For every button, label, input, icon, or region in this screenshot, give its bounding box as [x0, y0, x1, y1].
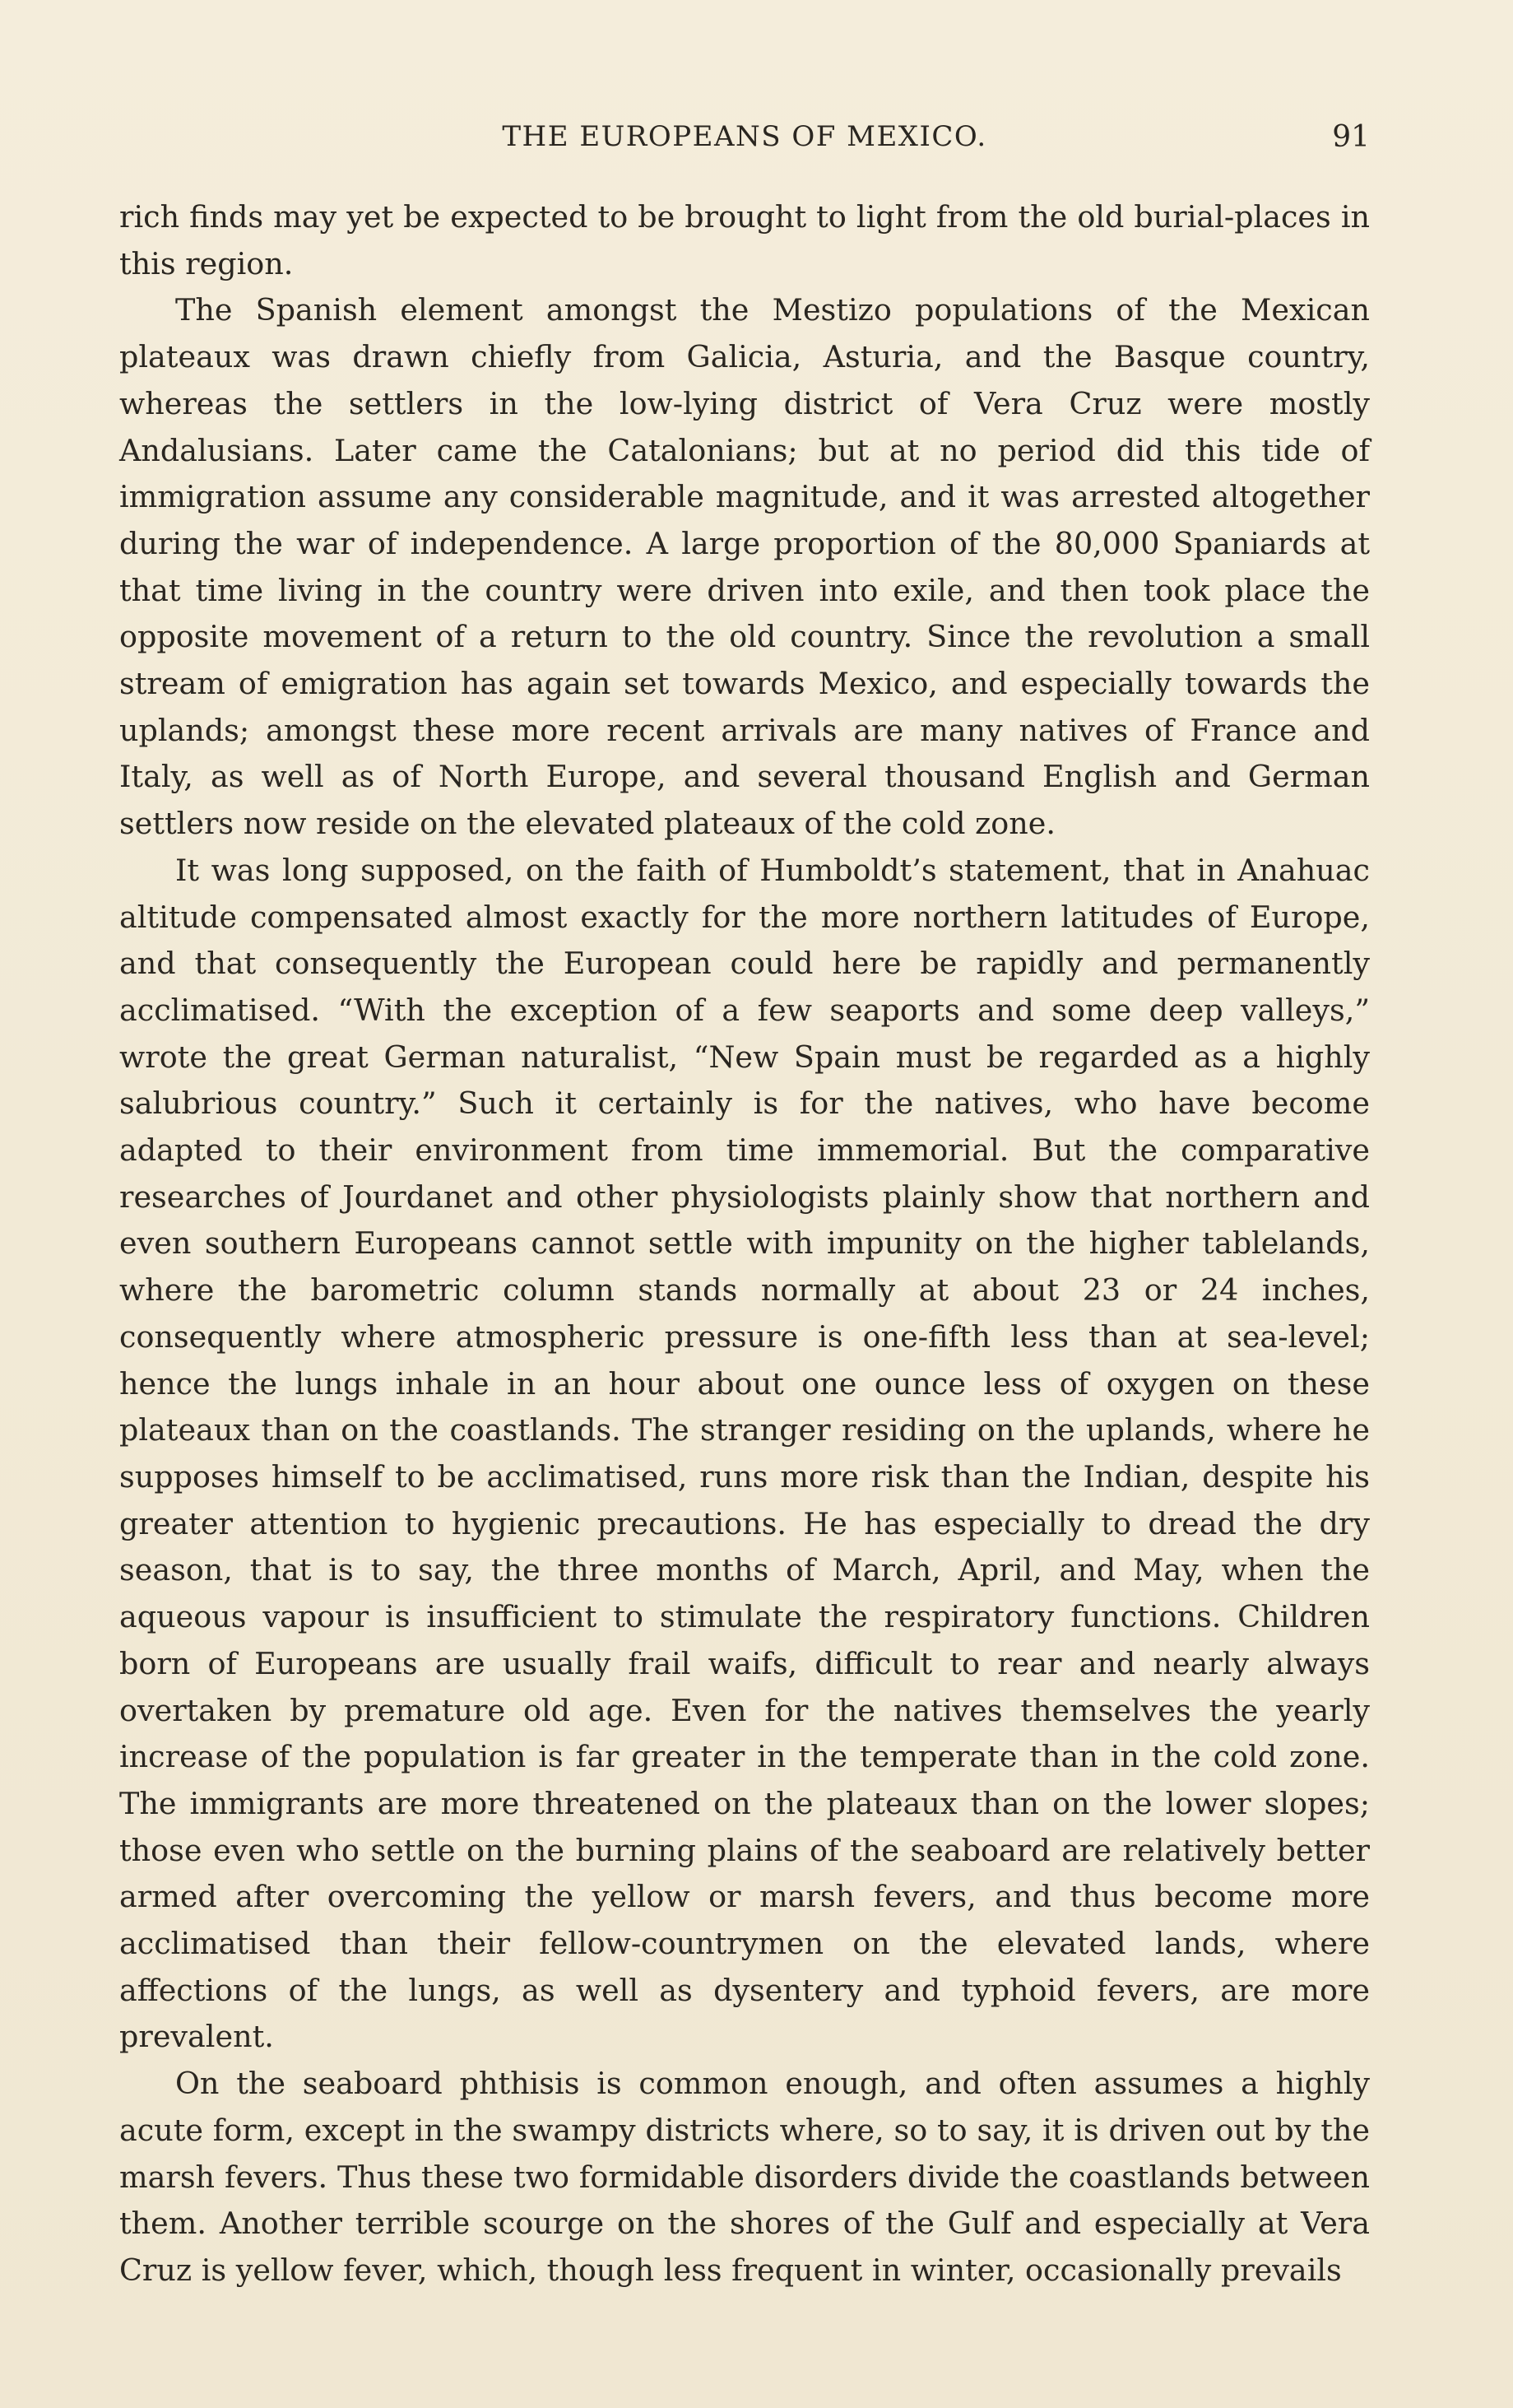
paragraph-continuation: rich finds may yet be expected to be brought to light from the old burial-places in this region.	[119, 199, 1370, 281]
running-head: THE EUROPEANS OF MEXICO.	[502, 120, 987, 153]
paragraph-seaboard: On the seaboard phthisis is common enough, and often assumes a highly acute form, except in the swampy districts where, so to say, it is driven out by the marsh fevers. Thus these two formidable disorders divide the coastlands between them. Another terrible scourge on the shores of the Gulf and especially at Vera Cruz is yellow fever, which, though less frequent in winter, occasionally prevails	[119, 2066, 1370, 2288]
paragraph-spanish-element: The Spanish element amongst the Mestizo populations of the Mexican plateaux was drawn chiefly from Galicia, Asturia, and the Basque country, whereas the settlers in the low-lying district of Vera Cruz were mostly Andalusians. Later came the Catalonians; but at no period did this tide of immigration assume any considerable magnitude, and it was arrested altogether during the war of independence. A large proportion of the 80,000 Spaniards at that time living in the country were driven into exile, and then took place the opposite movement of a return to the old country. Since the revolution a small stream of emigration has again set towards Mexico, and especially towards the uplands; amongst these more recent arrivals are many natives of France and Italy, as well as of North Europe, and several thousand English and German settlers now reside on the elevated plateaux of the cold zone.	[119, 292, 1370, 842]
body-text	[119, 194, 1370, 2294]
page-header	[119, 120, 1370, 170]
paragraph-humboldt: It was long supposed, on the faith of Humboldt’s statement, that in Anahuac altitude compensated almost exactly for the more northern latitudes of Europe, and that consequently the European could here be rapidly and permanently acclimatised. “With the exception of a few seaports and some deep valleys,” wrote the great German naturalist, “New Spain must be regarded as a highly salubrious country.” Such it certainly is for the natives, who have become adapted to their environment from time immemorial. But the comparative researches of Jourdanet and other physiologists plainly show that northern and even southern Europeans cannot settle with impunity on the higher tablelands, where the barometric column stands normally at about 23 or 24 inches, consequently where atmospheric pressure is one-fifth less than at sea-level; hence the lungs inhale in an hour about one ounce less of oxygen on these plateaux than on the coastlands. The stranger residing on the uplands, where he supposes himself to be acclimatised, runs more risk than the Indian, despite his greater attention to hygienic precautions. He has especially to dread the dry season, that is to say, the three months of March, April, and May, when the aqueous vapour is insufficient to stimulate the respiratory functions. Children born of Europeans are usually frail waifs, difficult to rear and nearly always overtaken by premature old age. Even for the natives themselves the yearly increase of the population is far greater in the temperate than in the cold zone. The immigrants are more threatened on the plateaux than on the lower slopes; those even who settle on the burning plains of the seaboard are relatively better armed after overcoming the yellow or marsh fevers, and thus become more acclimatised than their fellow-countrymen on the elevated lands, where affections of the lungs, as well as dysentery and typhoid fevers, are more prevalent.	[119, 852, 1370, 2055]
page-number: 91	[1332, 120, 1370, 154]
